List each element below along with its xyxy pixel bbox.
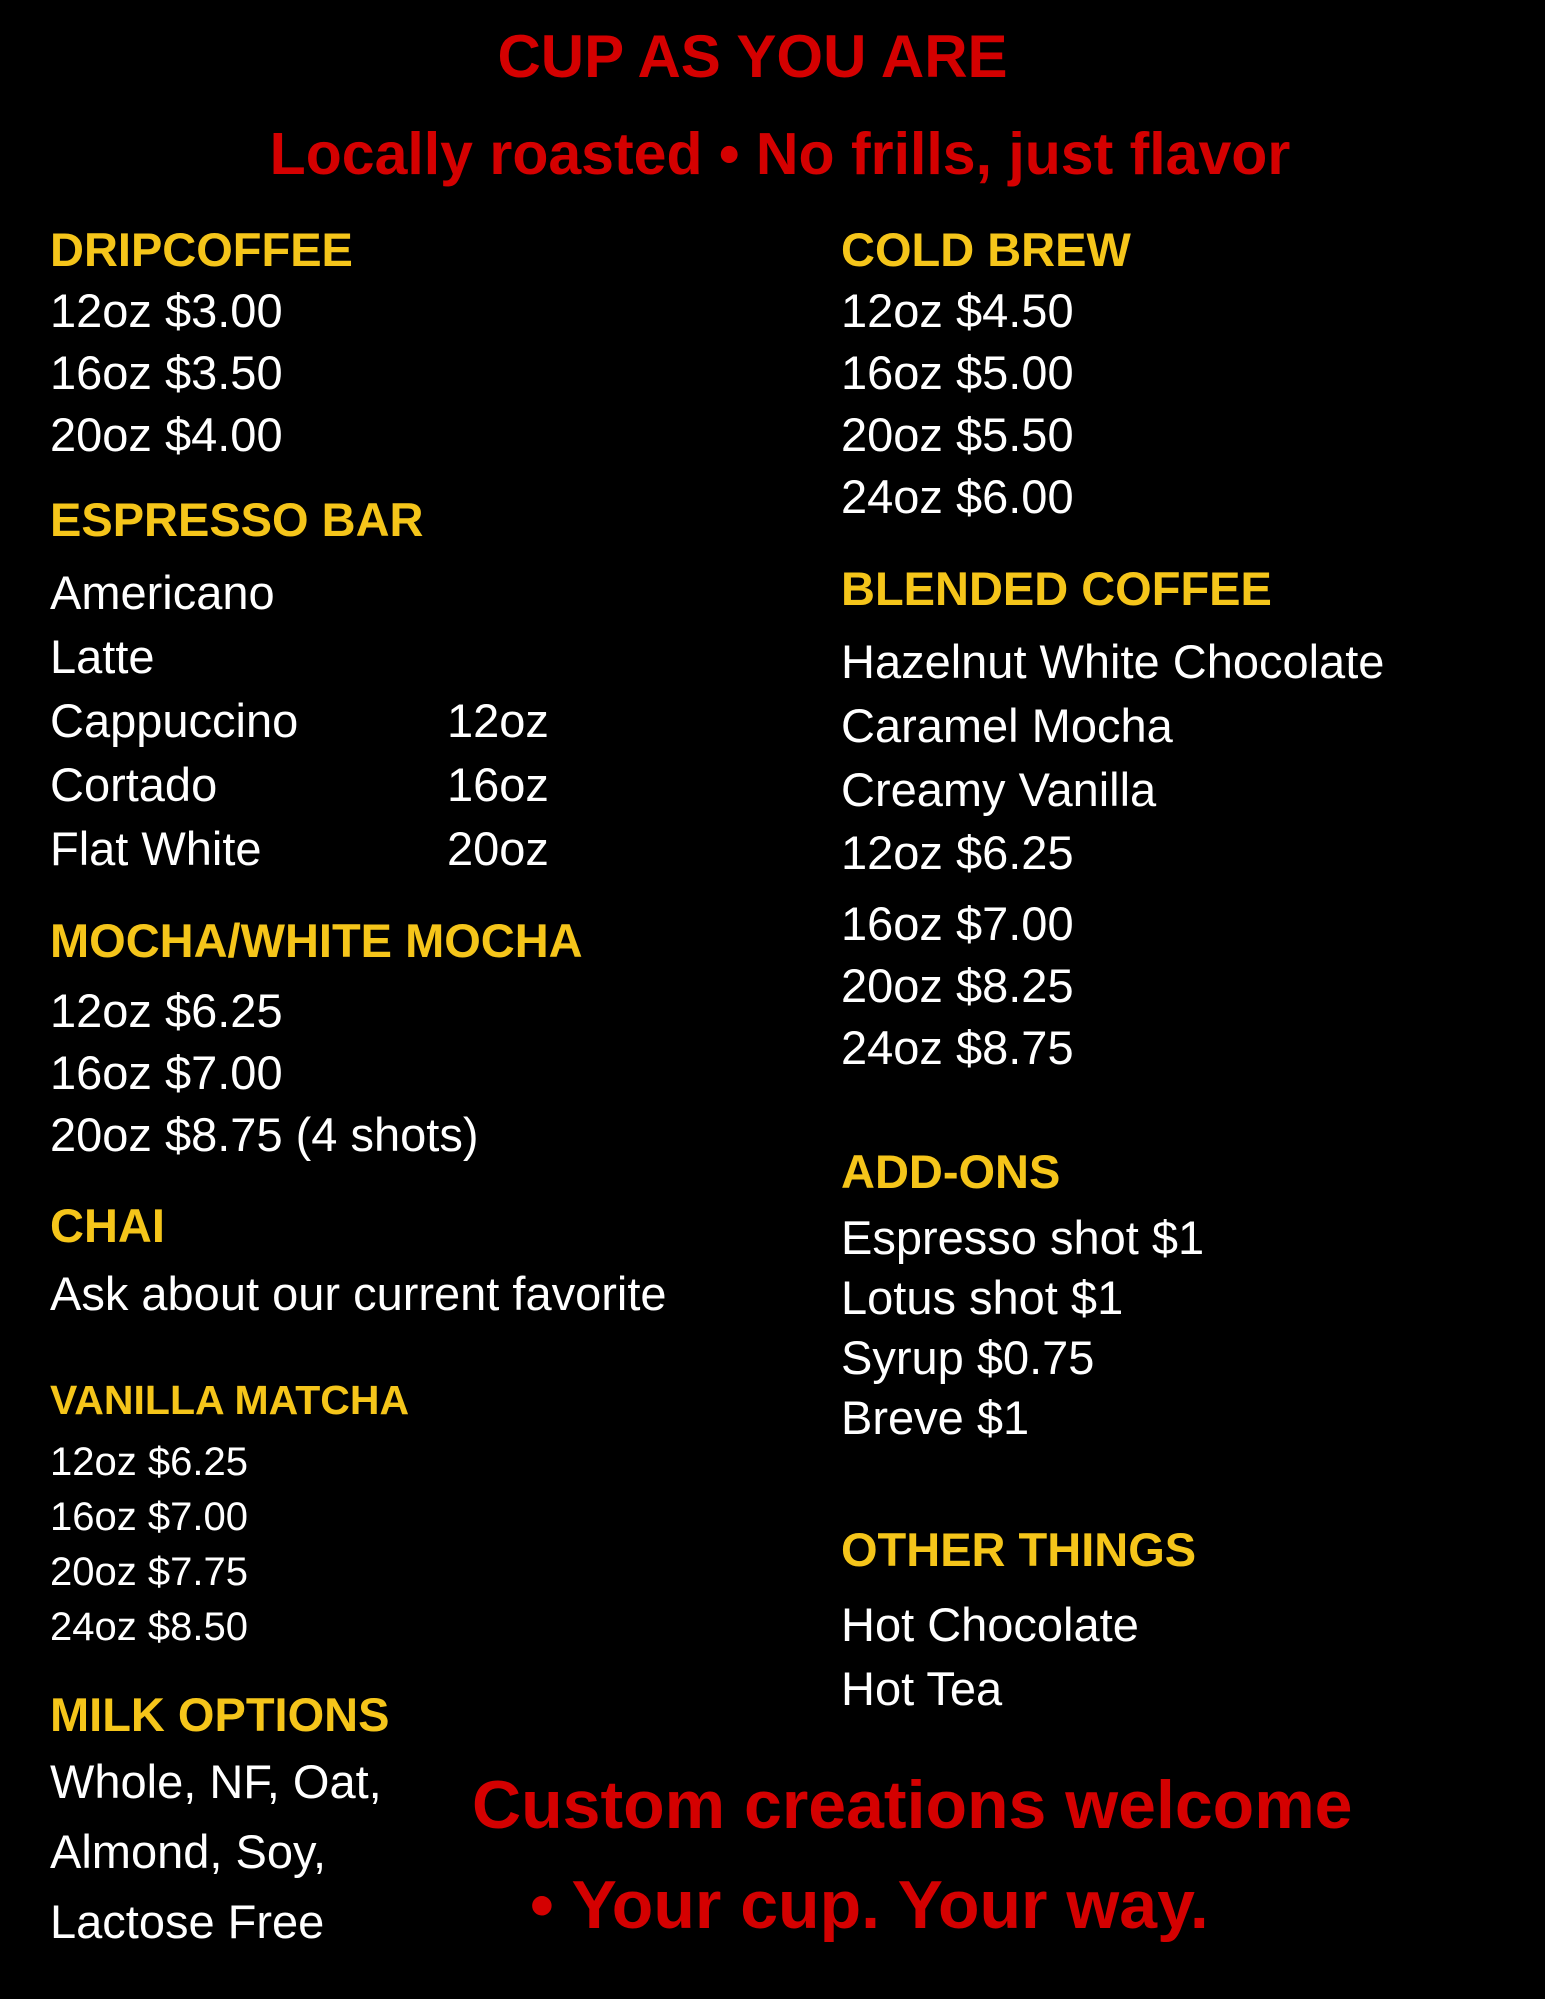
list-item: Flat White [50,822,262,875]
list-item: 20oz $5.50 [841,408,1074,461]
list-item: Syrup $0.75 [841,1331,1095,1384]
list-item: Hot Chocolate [841,1598,1139,1651]
list-item: 16oz $7.00 [50,1495,248,1539]
list-item: 16oz $5.00 [841,346,1074,399]
section-heading: ADD-ONS [841,1145,1061,1198]
price-list [841,893,1074,1079]
price-list [50,1435,248,1655]
list-item: Lotus shot $1 [841,1271,1124,1324]
section-heading: MOCHA/WHITE MOCHA [50,914,583,967]
list-item: 20oz $4.00 [50,408,283,461]
section-heading: BLENDED COFFEE [841,562,1272,615]
list-item: Cortado [50,758,218,811]
list-item: Cappuccino [50,694,299,747]
other-list [841,1593,1139,1721]
price-list [841,280,1074,528]
section-heading: OTHER THINGS [841,1523,1197,1576]
list-item: 24oz $8.50 [50,1605,248,1649]
section-heading: MILK OPTIONS [50,1688,390,1741]
footer-slogan-line2: • Your cup. Your way. [530,1867,1209,1943]
menu-title: CUP AS YOU ARE [497,23,1008,90]
list-item: Hazelnut White Chocolate [841,635,1385,688]
price-list [50,280,283,466]
flavor-list [841,630,1384,822]
list-item: 20oz $7.75 [50,1550,248,1594]
chai-note: Ask about our current favorite [50,1267,667,1320]
list-item: Caramel Mocha [841,699,1173,752]
list-item: 20oz $8.25 [841,959,1074,1012]
size-list [447,689,549,881]
drink-list [50,561,298,881]
milk-list [50,1747,382,1957]
list-item: 12oz $3.00 [50,284,283,337]
section-heading: VANILLA MATCHA [50,1377,410,1423]
list-item: 20oz [447,822,549,875]
section-heading: CHAI [50,1199,165,1252]
list-item: 16oz $3.50 [50,346,283,399]
price-list [50,980,479,1166]
footer-slogan-line1: Custom creations welcome [472,1767,1353,1843]
list-item: Hot Tea [841,1662,1003,1715]
list-item: Whole, NF, Oat, [50,1755,382,1808]
menu-tagline: Locally roasted • No frills, just flavor [269,121,1291,187]
addon-list [841,1208,1204,1448]
list-item: 16oz $7.00 [841,897,1074,950]
list-item: Americano [50,566,275,619]
list-item: 12oz $6.25 [841,826,1074,879]
section-heading: COLD BREW [841,223,1131,276]
list-item: 24oz $8.75 [841,1021,1074,1074]
list-item: Espresso shot $1 [841,1211,1205,1264]
section-heading: ESPRESSO BAR [50,493,424,546]
list-item: 12oz $6.25 [50,1440,248,1484]
list-item: 16oz $7.00 [50,1046,283,1099]
list-item: 12oz $6.25 [50,984,283,1037]
section-heading: DRIPCOFFEE [50,223,353,276]
list-item: 20oz $8.75 (4 shots) [50,1108,479,1161]
list-item: Lactose Free [50,1895,325,1948]
list-item: 24oz $6.00 [841,470,1074,523]
list-item: Creamy Vanilla [841,763,1157,816]
list-item: Latte [50,630,155,683]
list-item: Breve $1 [841,1391,1030,1444]
list-item: Almond, Soy, [50,1825,327,1878]
list-item: 12oz [447,694,549,747]
list-item: 12oz $4.50 [841,284,1074,337]
list-item: 16oz [447,758,549,811]
